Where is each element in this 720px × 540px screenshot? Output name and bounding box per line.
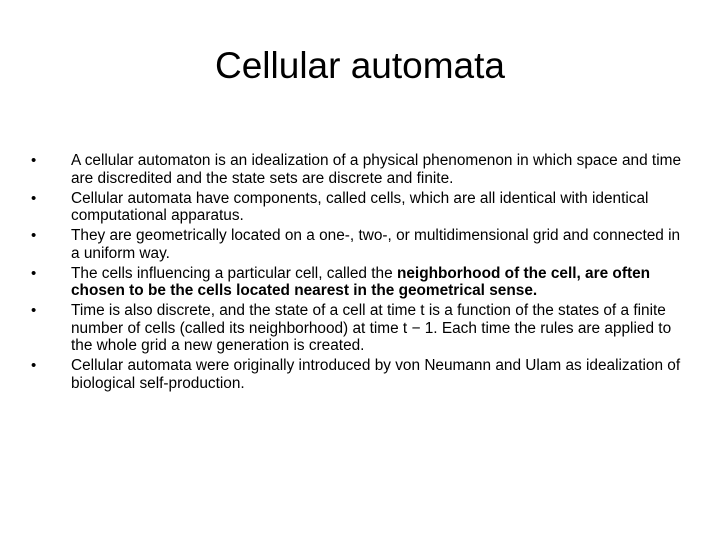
bullet-item [31,227,691,262]
bullet-text-regular: The cells influencing a particular cell, called the [71,264,397,282]
bullet-marker: • [31,227,37,244]
bullet-marker: • [31,189,37,207]
bullet-item [31,152,691,187]
bullet-text: Cellular automata were originally introduced by von Neumann and Ulam as idealization of biological self-production. [71,357,681,392]
bullet-text [71,265,691,300]
slide-title: Cellular automata [215,45,505,86]
bullet-item [31,265,691,300]
bullet-item [31,357,691,392]
bullet-text: They are geometrically located on a one-, two-, or multidimensional grid and connected in a uniform way. [71,227,681,262]
bullet-text-bold: neighborhood of the cell, are often chosen to be the cells located nearest in the geometrical sense. [71,264,651,299]
bullet-marker: • [31,152,37,169]
bullet-item [31,190,691,225]
bullet-item [31,302,691,355]
bullet-text: A cellular automaton is an idealization of a physical phenomenon in which space and time are discredited and the state sets are discrete and finite. [71,152,682,187]
bullet-marker: • [31,302,37,319]
bullet-marker: • [31,357,37,374]
bullet-list [31,152,691,395]
bullet-text: Cellular automata have components, called cells, which are all identical with identical computational apparatus. [71,189,649,224]
bullet-text: Time is also discrete, and the state of a cell at time t is a function of the states of a finite number of cells (called its neighborhood) at time t − 1. Each time the rules are applied to the whole grid a new generation is created. [71,302,672,354]
bullet-marker: • [31,264,37,282]
